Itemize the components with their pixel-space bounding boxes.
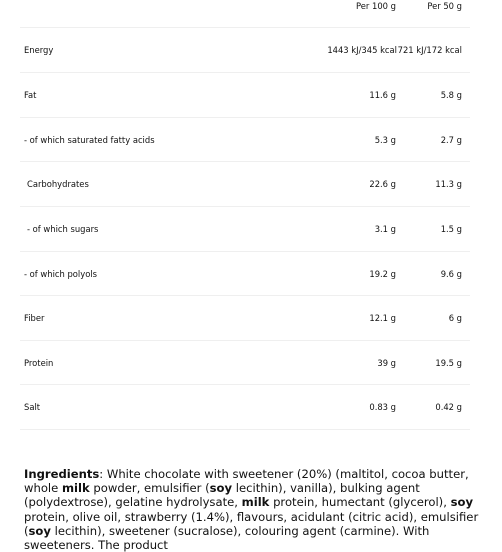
nutrient-name: - of which saturated fatty acids xyxy=(24,135,155,145)
allergen-soy: soy xyxy=(28,523,51,538)
value-per-100g: 19.2 g xyxy=(369,269,396,279)
table-row xyxy=(20,251,470,296)
header-per-100g: Per 100 g xyxy=(356,1,396,11)
table-row xyxy=(20,117,470,162)
value-per-50g: 2.7 g xyxy=(440,135,462,145)
table-header xyxy=(0,0,502,14)
table-row xyxy=(20,206,470,251)
table-row xyxy=(20,295,470,340)
value-per-100g: 5.3 g xyxy=(374,135,396,145)
ingredients-text: powder, emulsifier ( xyxy=(89,481,210,496)
value-per-100g: 0.83 g xyxy=(369,402,396,412)
ingredients-text: protein, humectant (glycerol), xyxy=(269,495,451,510)
nutrient-name: Carbohydrates xyxy=(27,179,89,189)
value-per-100g: 3.1 g xyxy=(374,224,396,234)
nutrient-name: - of which polyols xyxy=(24,269,98,279)
value-per-50g: 9.6 g xyxy=(440,269,462,279)
nutrient-name: Salt xyxy=(24,402,41,412)
value-per-100g: 11.6 g xyxy=(369,90,396,100)
ingredients-text: lecithin), vanilla), bulking agent (polydextrose), gelatine hydrolysate, xyxy=(24,481,420,510)
table-row xyxy=(20,27,470,72)
value-per-50g: 1.5 g xyxy=(440,224,462,234)
ingredients-label: Ingredients xyxy=(24,467,100,481)
nutrient-name: Fat xyxy=(24,90,37,100)
ingredients-text: protein, olive oil, strawberry (1.4%), flavours, acidulant (citric acid), emulsifier ( xyxy=(24,509,479,538)
nutrient-name: - of which sugars xyxy=(27,224,99,234)
header-per-50g: Per 50 g xyxy=(427,1,462,11)
ingredients-text: lecithin), sweetener (sucralose), colouring agent (carmine). With sweeteners. The product xyxy=(24,523,430,552)
ingredients-text: : White chocolate with sweetener (20%) (maltitol, cocoa butter, whole xyxy=(24,467,469,496)
value-per-50g: 0.42 g xyxy=(435,402,462,412)
value-per-100g: 12.1 g xyxy=(369,313,396,323)
nutrient-name: Protein xyxy=(24,358,54,368)
nutrient-name: Fiber xyxy=(24,313,45,323)
value-per-50g: 11.3 g xyxy=(435,179,462,189)
table-row xyxy=(20,161,470,206)
ingredients-paragraph xyxy=(24,467,494,552)
allergen-milk: milk xyxy=(241,495,270,510)
value-per-100g: 22.6 g xyxy=(369,179,396,189)
table-row xyxy=(20,340,470,385)
value-per-100g: 1443 kJ/345 kcal xyxy=(327,45,397,55)
allergen-soy: soy xyxy=(450,495,474,510)
table-row xyxy=(20,72,470,117)
table-row xyxy=(20,384,470,430)
value-per-50g: 19.5 g xyxy=(435,358,462,368)
value-per-50g: 6 g xyxy=(448,313,462,323)
value-per-50g: 721 kJ/172 kcal xyxy=(397,45,462,55)
allergen-milk: milk xyxy=(61,481,90,496)
value-per-50g: 5.8 g xyxy=(440,90,462,100)
nutrient-name: Energy xyxy=(24,45,54,55)
allergen-soy: soy xyxy=(209,481,233,496)
value-per-100g: 39 g xyxy=(377,358,396,368)
